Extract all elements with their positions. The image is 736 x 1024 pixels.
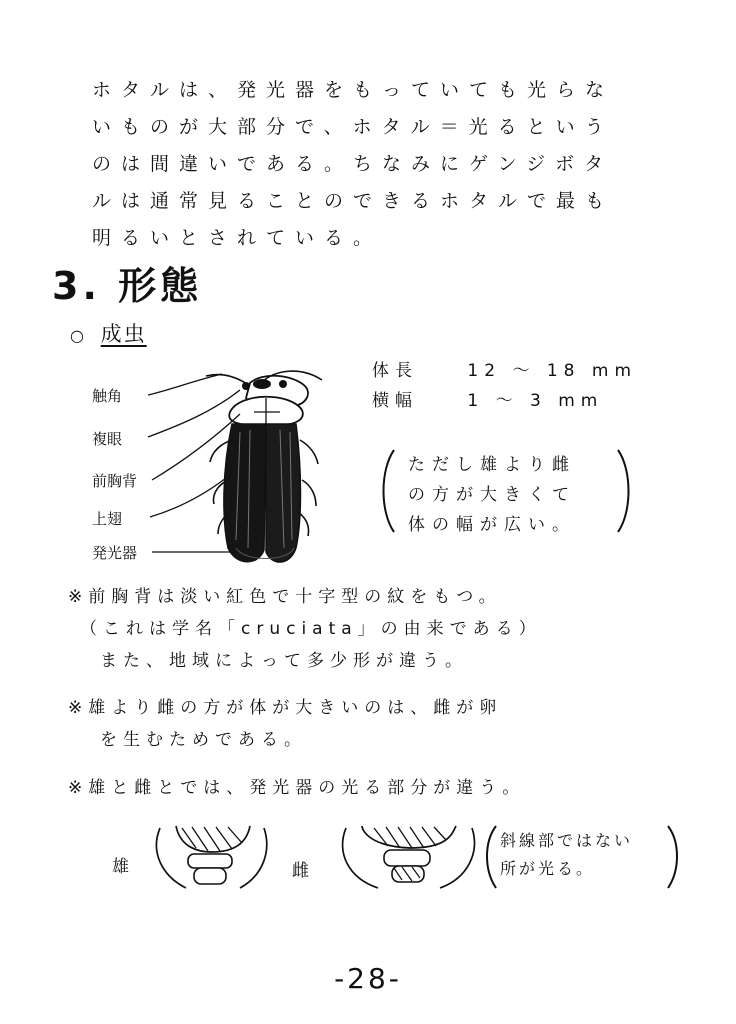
note-1-line-1: ※前胸背は淡い紅色で十字型の紋をもつ。 (68, 587, 502, 607)
label-antenna: 触角 (92, 387, 123, 405)
intro-line: いものが大部分で、ホタル＝光るという (92, 116, 614, 138)
bullet-icon: ○ (70, 326, 84, 345)
intro-line: のは間違いである。ちなみにゲンジボタ (92, 153, 614, 175)
intro-line: 明るいとされている。 (92, 227, 383, 249)
page-number: -28- (334, 962, 402, 995)
size-remark (378, 442, 630, 534)
male-outer-right (240, 828, 267, 888)
elytron-right (266, 424, 301, 562)
spec-value: 1 ～ 3 mm (467, 391, 604, 411)
side-note (478, 822, 678, 886)
note-1-line-3: また、地域によって多少形が違う。 (100, 651, 468, 671)
compound-eye-right (279, 380, 287, 388)
spec-label: 横幅 (372, 391, 418, 411)
spec-row (372, 356, 637, 386)
label-compound-eye: 複眼 (92, 430, 123, 448)
female-segment-2 (384, 850, 430, 866)
female-segment-1 (362, 826, 456, 848)
spec-label: 体長 (372, 361, 418, 381)
intro-line: ホタルは、発光器をもっていても光らな (92, 79, 615, 101)
male-label: 雄 (112, 857, 129, 877)
note-2-line-2: を生むためである。 (100, 730, 307, 750)
spec-row (372, 386, 637, 416)
remark-line: の方が大きくて (408, 485, 576, 505)
female-outer-left (343, 828, 378, 888)
remark-line: 体の幅が広い。 (408, 515, 576, 535)
label-pronotum: 前胸背 (92, 472, 138, 490)
leader-elytra (150, 478, 226, 517)
side-note-line: 斜線部ではない (500, 831, 634, 850)
female-outer-right (440, 828, 474, 888)
leader-eye (148, 390, 240, 437)
note-3-line-1: ※雄と雌とでは、発光器の光る部分が違う。 (68, 778, 526, 798)
compound-eye-left (242, 382, 250, 390)
subsection-title-text: 成虫 (100, 322, 147, 346)
size-specs (372, 356, 637, 416)
note-2-line-1: ※雄より雌の方が体が大きいのは、雌が卵 (68, 698, 503, 718)
female-segment-tip (392, 866, 424, 882)
side-note-line: 所が光る。 (500, 859, 596, 878)
male-outer-left (156, 828, 186, 888)
male-segment-2 (188, 854, 232, 868)
note-1-line-2: （これは学名「cruciata」の由来である） (80, 619, 542, 639)
label-lantern: 発光器 (92, 544, 138, 562)
section-heading: 3. 形態 (52, 264, 203, 308)
female-label: 雌 (292, 861, 309, 881)
head-dark (253, 379, 271, 389)
spec-value: 12 ～ 18 mm (467, 361, 638, 381)
label-elytra: 上翅 (92, 510, 123, 528)
elytron-left (224, 424, 266, 562)
leader-antenna (148, 374, 222, 395)
male-segment-tip (194, 868, 226, 884)
remark-line: ただし雄より雌 (408, 455, 576, 475)
intro-line: ルは通常見ることのできるホタルで最も (92, 190, 615, 212)
